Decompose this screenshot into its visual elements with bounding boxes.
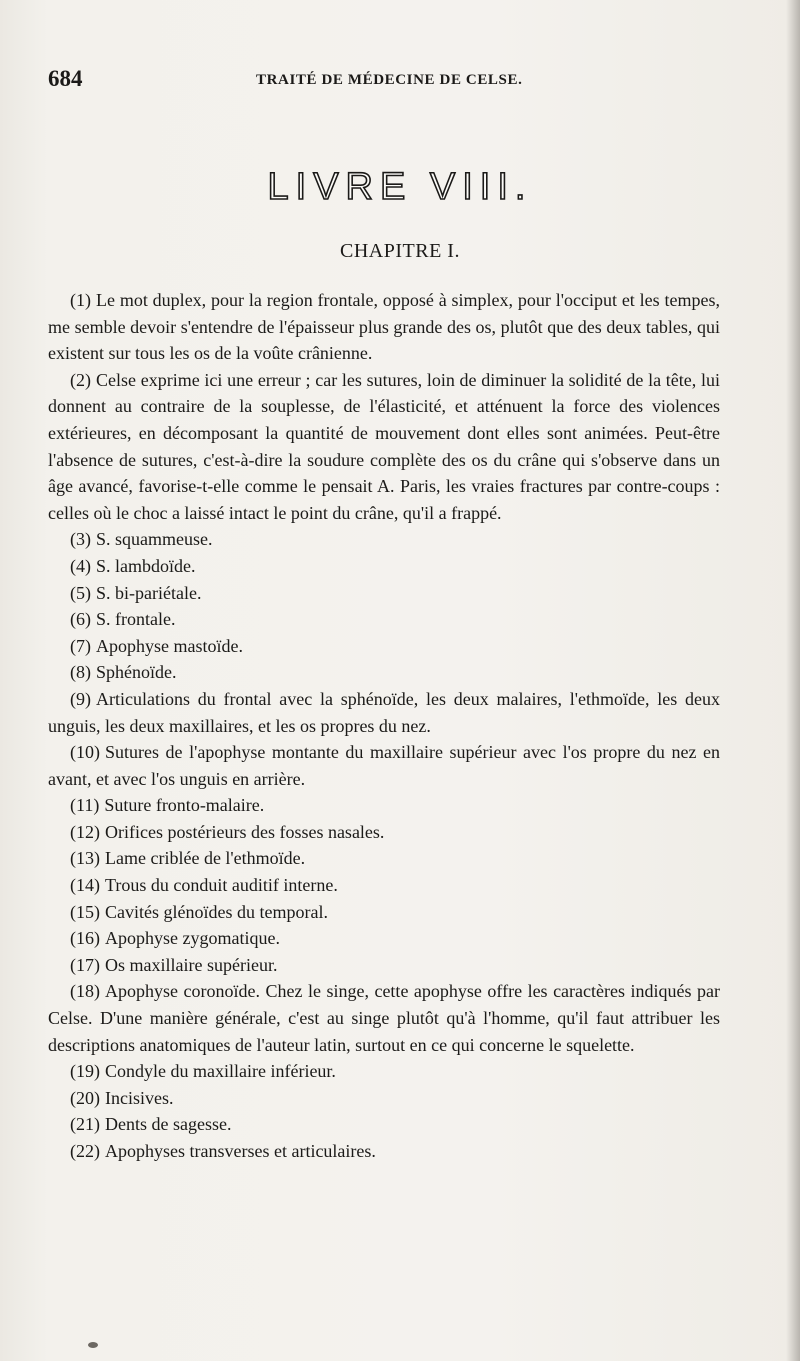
note-text: Suture fronto-malaire. <box>104 795 265 816</box>
note-paragraph <box>48 845 720 872</box>
note-number: (4) <box>70 555 91 576</box>
note-text: Lame criblée de l'ethmoïde. <box>105 848 306 869</box>
chapter-title: CHAPITRE I. <box>340 240 460 262</box>
note-number: (2) <box>70 369 91 390</box>
note-text: Articulations du frontal avec la sphénoïde, les deux malaires, l'ethmoïde, les deux unguis, les deux maxillaires, et les os propres du nez. <box>48 688 720 736</box>
note-paragraph <box>48 1111 720 1138</box>
note-number: (6) <box>70 609 91 630</box>
note-text: Trous du conduit auditif interne. <box>105 875 338 896</box>
note-text: Apophyse coronoïde. Chez le singe, cette apophyse offre les caractères indiqués par Celse. D'une manière générale, c'est au singe plutôt qu'à l'homme, qu'il faut attribuer les descriptions anatomiques de l'auteur latin, surtout en ce qui concerne le squelette. <box>48 981 720 1055</box>
book-title: LIVRE VIII. <box>267 166 533 208</box>
running-title: TRAITÉ DE MÉDECINE DE CELSE. <box>256 72 523 88</box>
note-text: Orifices postérieurs des fosses nasales. <box>105 821 385 842</box>
note-paragraph <box>48 580 720 607</box>
note-number: (11) <box>70 795 100 816</box>
note-paragraph <box>48 686 720 739</box>
note-number: (22) <box>70 1141 100 1161</box>
note-text: S. squammeuse. <box>96 529 213 550</box>
notes-list <box>48 287 720 1165</box>
note-number: (18) <box>70 981 100 1002</box>
note-paragraph <box>48 287 720 367</box>
note-paragraph <box>48 819 720 846</box>
note-text: Celse exprime ici une erreur ; car les sutures, loin de diminuer la solidité de la tête, lui donnent au contraire de la souplesse, de l'élasticité, et atténuent la force des violences extérieures, en décomposant la quantité de mouvement dont elles sont animées. Peut-être l'absence de sutures, c'est-à-dire la soudure complète des os du crâne qui s'observe dans un âge avancé, favorise-t-elle comme le pensait A. Paris, les vraies fractures par contre-coups : celles où le choc a laissé intact le point du crâne, qu'il a frappé. <box>48 369 720 523</box>
note-paragraph <box>48 1085 720 1112</box>
note-text: Cavités glénoïdes du temporal. <box>105 901 328 922</box>
note-paragraph <box>48 1058 720 1085</box>
note-number: (5) <box>70 582 91 603</box>
note-paragraph <box>48 978 720 1058</box>
note-number: (10) <box>70 742 100 763</box>
note-text: Condyle du maxillaire inférieur. <box>105 1061 336 1082</box>
note-text: Sphénoïde. <box>96 662 177 683</box>
note-number: (12) <box>70 821 100 842</box>
note-number: (9) <box>70 688 91 709</box>
note-text: Le mot duplex, pour la region frontale, opposé à simplex, pour l'occiput et les tempes, me semble devoir s'entendre de l'épaisseur plus grande des os, plutôt que des deux tables, qui existent sur tous les os de la voûte crânienne. <box>48 290 720 364</box>
ink-speck <box>88 1342 98 1348</box>
note-paragraph <box>48 367 720 527</box>
note-number: (1) <box>70 290 91 310</box>
note-text: Apophyse mastoïde. <box>96 635 243 656</box>
note-number: (7) <box>70 635 91 656</box>
note-number: (19) <box>70 1061 100 1082</box>
note-paragraph <box>48 633 720 660</box>
page-header <box>48 66 748 96</box>
note-paragraph <box>48 899 720 926</box>
note-paragraph <box>48 1138 720 1165</box>
note-number: (14) <box>70 875 100 896</box>
note-text: Dents de sagesse. <box>105 1114 232 1135</box>
note-text: S. frontale. <box>96 609 176 630</box>
note-paragraph <box>48 606 720 633</box>
page-number: 684 <box>48 66 83 91</box>
note-number: (8) <box>70 662 91 683</box>
note-paragraph <box>48 739 720 792</box>
note-text: Incisives. <box>105 1087 174 1108</box>
note-number: (16) <box>70 928 100 949</box>
note-paragraph <box>48 526 720 553</box>
note-text: S. bi-pariétale. <box>96 582 202 603</box>
note-number: (21) <box>70 1114 100 1135</box>
note-text: Apophyses transverses et articulaires. <box>105 1141 376 1161</box>
note-paragraph <box>48 553 720 580</box>
page-edge-shadow <box>786 0 800 1361</box>
note-number: (17) <box>70 954 100 975</box>
note-paragraph <box>48 952 720 979</box>
note-number: (15) <box>70 901 100 922</box>
note-paragraph <box>48 792 720 819</box>
note-number: (3) <box>70 529 91 550</box>
note-text: S. lambdoïde. <box>96 555 196 576</box>
note-number: (20) <box>70 1087 100 1108</box>
note-paragraph <box>48 872 720 899</box>
note-text: Sutures de l'apophyse montante du maxillaire supérieur avec l'os propre du nez en avant, et avec l'os unguis en arrière. <box>48 742 720 789</box>
note-paragraph <box>48 925 720 952</box>
note-text: Os maxillaire supérieur. <box>105 954 278 975</box>
note-number: (13) <box>70 848 100 869</box>
note-text: Apophyse zygomatique. <box>105 928 280 949</box>
note-paragraph <box>48 659 720 686</box>
